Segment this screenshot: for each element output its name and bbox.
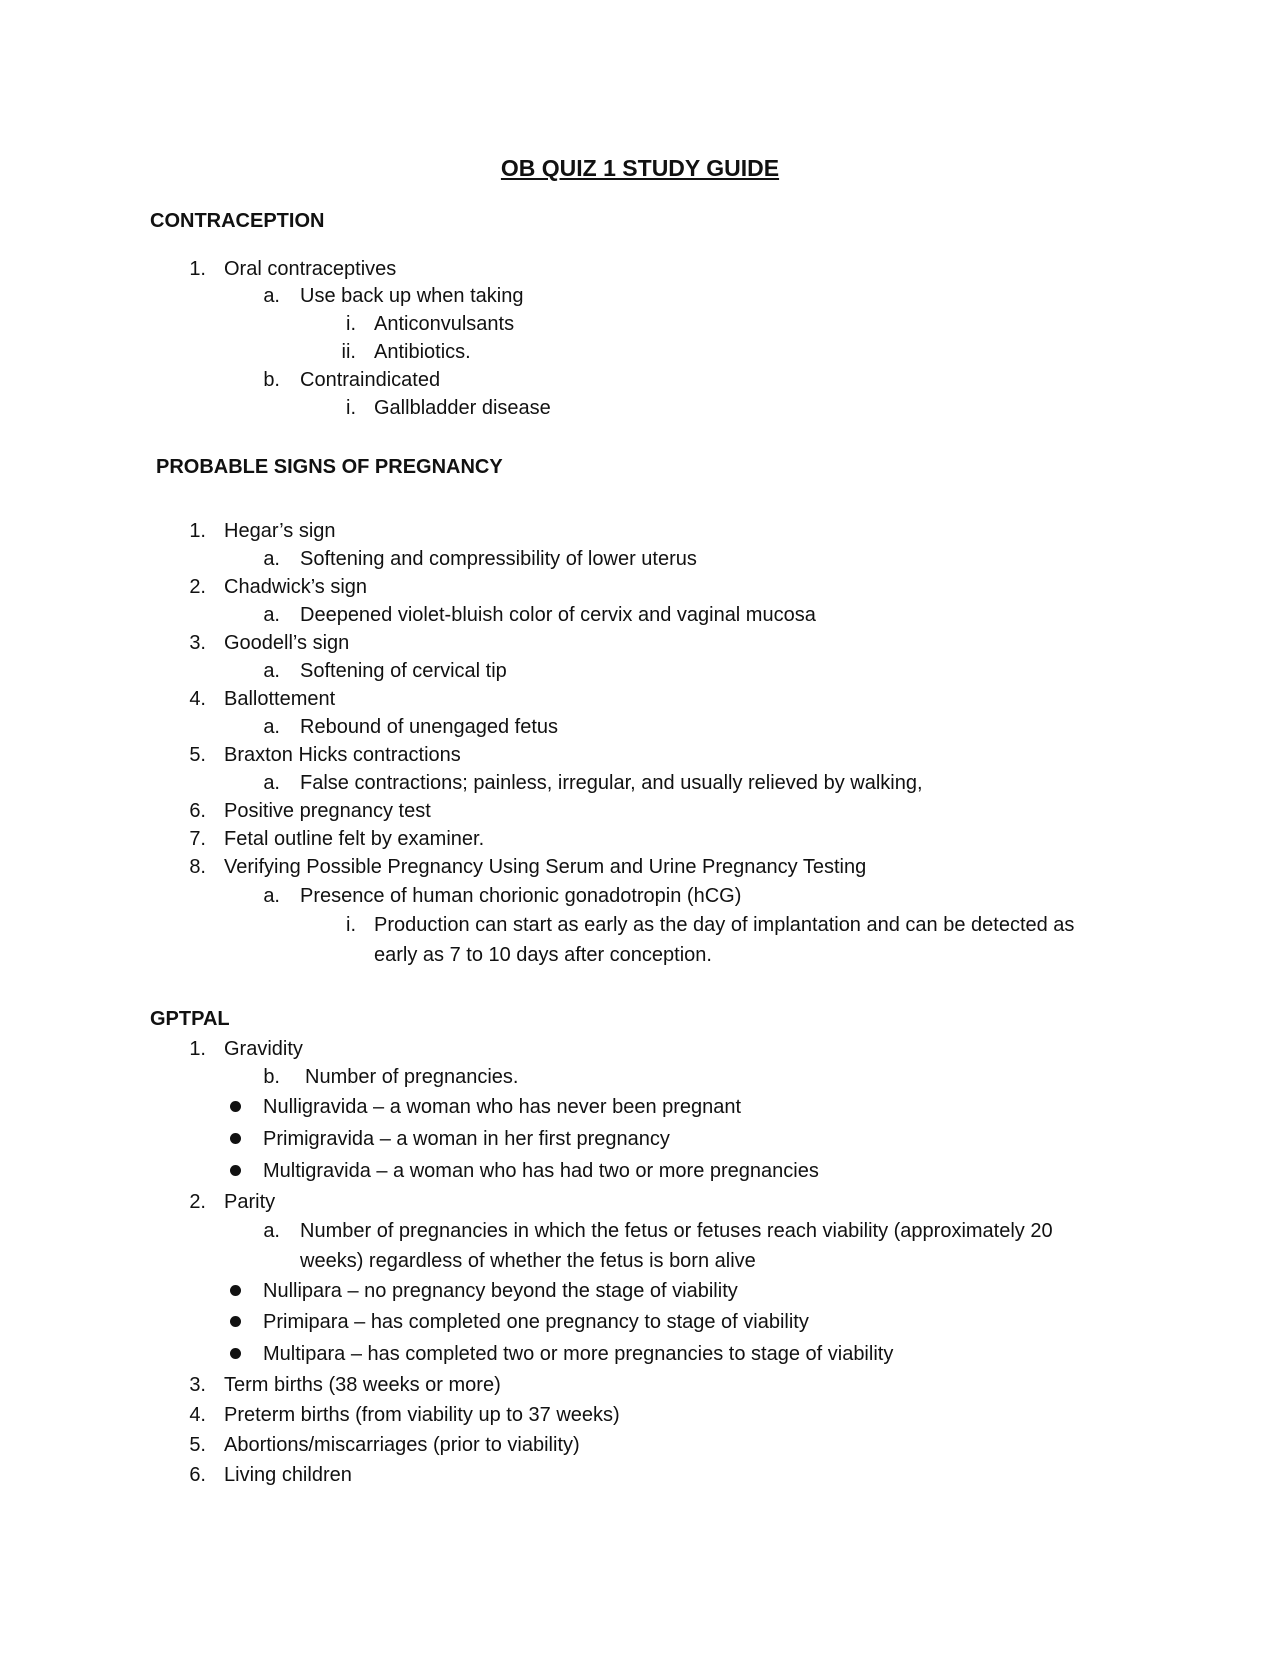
list-marker: a.	[263, 285, 280, 307]
list-marker: 1.	[189, 258, 206, 280]
list-item: Number of pregnancies.	[305, 1066, 519, 1088]
list-item: Use back up when taking	[300, 285, 524, 307]
bullet-icon	[230, 1133, 241, 1144]
list-marker: a.	[263, 604, 280, 626]
list-item: Fetal outline felt by examiner.	[224, 828, 485, 850]
list-item: Goodell’s sign	[224, 632, 350, 654]
list-marker: 4.	[189, 688, 206, 710]
list-item: Antibiotics.	[374, 341, 471, 363]
list-item: Braxton Hicks contractions	[224, 744, 461, 766]
list-marker: 2.	[189, 1191, 206, 1213]
list-item: Primipara – has completed one pregnancy to stage of viability	[263, 1311, 809, 1333]
list-item: Presence of human chorionic gonadotropin (hCG)	[300, 885, 742, 907]
list-item: Multigravida – a woman who has had two or more pregnancies	[263, 1160, 819, 1182]
list-marker: i.	[346, 397, 356, 419]
bullet-icon	[230, 1316, 241, 1327]
list-item-continuation: early as 7 to 10 days after conception.	[374, 944, 712, 966]
list-marker: 4.	[189, 1404, 206, 1426]
list-item: Deepened violet-bluish color of cervix and vaginal mucosa	[300, 604, 816, 626]
list-marker: i.	[346, 914, 356, 936]
list-item: Nullipara – no pregnancy beyond the stage of viability	[263, 1280, 738, 1302]
list-item: Parity	[224, 1191, 276, 1213]
list-marker: ii.	[341, 341, 356, 363]
list-item: Positive pregnancy test	[224, 800, 431, 822]
list-item: Rebound of unengaged fetus	[300, 716, 558, 738]
list-item: Softening and compressibility of lower uterus	[300, 548, 697, 570]
list-marker: b.	[263, 369, 280, 391]
list-item: Preterm births (from viability up to 37 weeks)	[224, 1404, 620, 1426]
section-heading-contraception: CONTRACEPTION	[150, 210, 325, 232]
list-marker: a.	[263, 772, 280, 794]
list-item: Gallbladder disease	[374, 397, 551, 419]
list-marker: a.	[263, 716, 280, 738]
list-item: Primigravida – a woman in her first pregnancy	[263, 1128, 670, 1150]
list-item: Verifying Possible Pregnancy Using Serum and Urine Pregnancy Testing	[224, 856, 867, 878]
list-item: Abortions/miscarriages (prior to viability)	[224, 1434, 580, 1456]
list-marker: b.	[263, 1066, 280, 1088]
list-item: Number of pregnancies in which the fetus or fetuses reach viability (approximately 20	[300, 1220, 1053, 1242]
list-item-continuation: weeks) regardless of whether the fetus is born alive	[300, 1250, 756, 1272]
section-heading-gptpal: GPTPAL	[150, 1008, 230, 1030]
list-item: Oral contraceptives	[224, 258, 397, 280]
list-marker: 6.	[189, 800, 206, 822]
list-marker: a.	[263, 660, 280, 682]
section-heading-probable-signs: PROBABLE SIGNS OF PREGNANCY	[156, 456, 503, 478]
list-item: Living children	[224, 1464, 352, 1486]
list-marker: 3.	[189, 632, 206, 654]
list-marker: 8.	[189, 856, 206, 878]
list-marker: i.	[346, 313, 356, 335]
list-marker: 6.	[189, 1464, 206, 1486]
list-marker: 3.	[189, 1374, 206, 1396]
list-item: Nulligravida – a woman who has never been pregnant	[263, 1096, 742, 1118]
bullet-icon	[230, 1285, 241, 1296]
list-item: Anticonvulsants	[374, 313, 515, 335]
bullet-icon	[230, 1348, 241, 1359]
list-marker: a.	[263, 548, 280, 570]
bullet-icon	[230, 1165, 241, 1176]
list-item: Softening of cervical tip	[300, 660, 507, 682]
list-item: Multipara – has completed two or more pregnancies to stage of viability	[263, 1343, 894, 1365]
list-marker: 1.	[189, 520, 206, 542]
bullet-icon	[230, 1101, 241, 1112]
list-marker: 7.	[189, 828, 206, 850]
list-marker: 5.	[189, 744, 206, 766]
list-item: Gravidity	[224, 1038, 303, 1060]
list-item: Production can start as early as the day of implantation and can be detected as	[374, 914, 1075, 936]
list-marker: 5.	[189, 1434, 206, 1456]
list-marker: 1.	[189, 1038, 206, 1060]
list-item: Hegar’s sign	[224, 520, 336, 542]
list-item: False contractions; painless, irregular, and usually relieved by walking,	[300, 772, 923, 794]
list-item: Chadwick’s sign	[224, 576, 368, 598]
list-marker: 2.	[189, 576, 206, 598]
list-item: Contraindicated	[300, 369, 441, 391]
list-item: Term births (38 weeks or more)	[224, 1374, 501, 1396]
list-marker: a.	[263, 885, 280, 907]
list-item: Ballottement	[224, 688, 336, 710]
document-title: OB QUIZ 1 STUDY GUIDE	[500, 155, 780, 181]
list-marker: a.	[263, 1220, 280, 1242]
